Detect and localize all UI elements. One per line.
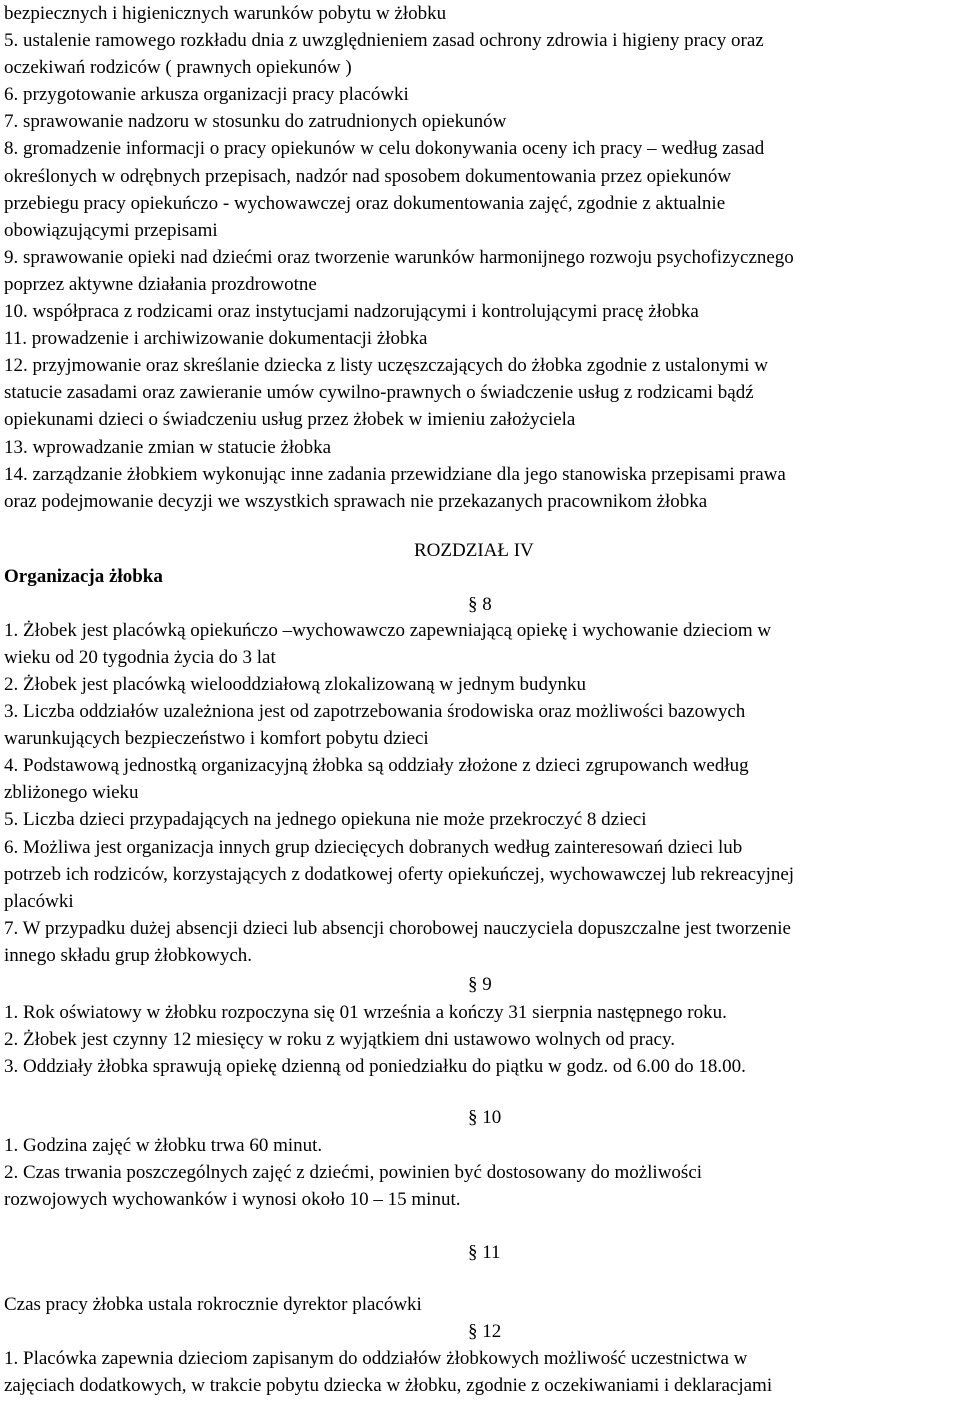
text-line: 2. Żłobek jest placówką wielooddziałową zlokalizowaną w jednym budynku bbox=[4, 673, 586, 695]
section-11 bbox=[4, 1291, 960, 1318]
text-line: zajęciach dodatkowych, w trakcie pobytu dziecka w żłobku, zgodnie z oczekiwaniami i deklaracjami bbox=[4, 1374, 773, 1396]
text-line: 12. przyjmowanie oraz skreślanie dziecka z listy uczęszczających do żłobka zgodnie z ustalonymi w bbox=[4, 355, 768, 377]
text-line: statucie zasadami oraz zawieranie umów cywilno-prawnych o świadczenie usług z rodzicami bądź bbox=[4, 382, 754, 404]
text-line: określonych w odrębnych przepisach, nadzór nad sposobem dokumentowania przez opiekunów bbox=[4, 165, 732, 187]
text-line: opiekunami dzieci o świadczeniu usług przez żłobek w imieniu założyciela bbox=[4, 409, 576, 431]
text-line: 4. Podstawową jednostką organizacyjną żłobka są oddziały złożone z dzieci zgrupowanch według bbox=[4, 755, 749, 777]
text-line: poprzez aktywne działania prozdrowotne bbox=[4, 273, 317, 295]
section-8 bbox=[4, 617, 960, 969]
text-line: 11. prowadzenie i archiwizowanie dokumentacji żłobka bbox=[4, 328, 428, 350]
section-mark: § 11 bbox=[468, 1241, 501, 1263]
text-line: Czas pracy żłobka ustala rokrocznie dyrektor placówki bbox=[4, 1293, 422, 1315]
section-12-mark-row bbox=[4, 1318, 960, 1345]
duties-list bbox=[4, 0, 960, 515]
text-line: zbliżonego wieku bbox=[4, 782, 139, 804]
chapter-title: Organizacja żłobka bbox=[4, 565, 163, 587]
section-mark: § 10 bbox=[468, 1107, 502, 1129]
text-line: 7. sprawowanie nadzoru w stosunku do zatrudnionych opiekunów bbox=[4, 111, 507, 133]
section-11-mark-row bbox=[4, 1239, 960, 1267]
text-line: 3. Oddziały żłobka sprawują opiekę dzienną od poniedziałku do piątku w godz. od 6.00 do 18.00. bbox=[4, 1056, 746, 1078]
text-line: placówki bbox=[4, 890, 74, 912]
text-line: obowiązującymi przepisami bbox=[4, 219, 218, 241]
text-line: 13. wprowadzanie zmian w statucie żłobka bbox=[4, 436, 332, 458]
text-line: rozwojowych wychowanków i wynosi około 10 – 15 minut. bbox=[4, 1189, 461, 1211]
text-line: 5. Liczba dzieci przypadających na jednego opiekuna nie może przekroczyć 8 dzieci bbox=[4, 809, 647, 831]
text-line: bezpiecznych i higienicznych warunków pobytu w żłobku bbox=[4, 3, 447, 24]
section-mark: § 9 bbox=[468, 974, 492, 995]
section-9 bbox=[4, 999, 960, 1080]
chapter-heading: ROZDZIAŁ IV bbox=[414, 539, 534, 561]
text-line: 1. Żłobek jest placówką opiekuńczo –wychowawczo zapewniającą opiekę i wychowanie dzieciom w bbox=[4, 619, 772, 641]
text-line: 9. sprawowanie opieki nad dziećmi oraz tworzenie warunków harmonijnego rozwoju psychofizycznego bbox=[4, 246, 794, 268]
text-line: 14. zarządzanie żłobkiem wykonując inne zadania przewidziane dla jego stanowiska przepisami prawa bbox=[4, 463, 786, 485]
text-line: warunkujących bezpieczeństwo i komfort pobytu dzieci bbox=[4, 728, 429, 750]
text-line: potrzeb ich rodziców, korzystających z dodatkowej oferty opiekuńczej, wychowawczej lub rekreacyjnej bbox=[4, 863, 795, 885]
text-line: 2. Żłobek jest czynny 12 miesięcy w roku z wyjątkiem dni ustawowo wolnych od pracy. bbox=[4, 1029, 676, 1051]
text-line: 7. W przypadku dużej absencji dzieci lub absencji chorobowej nauczyciela dopuszczalne jest tworzenie bbox=[4, 917, 791, 939]
text-line: 6. przygotowanie arkusza organizacji pracy placówki bbox=[4, 84, 409, 106]
text-line: 5. ustalenie ramowego rozkładu dnia z uwzględnieniem zasad ochrony zdrowia i higieny pracy oraz bbox=[4, 30, 764, 52]
text-line: 1. Rok oświatowy w żłobku rozpoczyna się 01 września a kończy 31 sierpnia następnego roku. bbox=[4, 1002, 727, 1023]
text-line: przebiegu pracy opiekuńczo - wychowawczej oraz dokumentowania zajęć, zgodnie z aktualnie bbox=[4, 192, 726, 214]
text-line: innego składu grup żłobkowych. bbox=[4, 944, 253, 966]
text-line: 2. Czas trwania poszczególnych zajęć z dziećmi, powinien być dostosowany do możliwości bbox=[4, 1162, 703, 1184]
text-line: 1. Godzina zajęć w żłobku trwa 60 minut. bbox=[4, 1135, 323, 1157]
text-line: oraz podejmowanie decyzji we wszystkich sprawach nie przekazanych pracownikom żłobka bbox=[4, 490, 708, 512]
section-10 bbox=[4, 1132, 960, 1213]
text-line: 10. współpraca z rodzicami oraz instytucjami nadzorującymi i kontrolującymi pracę żłobka bbox=[4, 301, 699, 323]
text-line: 6. Możliwa jest organizacja innych grup dziecięcych dobranych według zainteresowań dzieci lub bbox=[4, 836, 743, 858]
text-line: 3. Liczba oddziałów uzależniona jest od zapotrzebowania środowiska oraz możliwości bazowych bbox=[4, 701, 746, 723]
text-line: 8. gromadzenie informacji o pracy opiekunów w celu dokonywania oceny ich pracy – według zasad bbox=[4, 138, 765, 160]
text-line: 1. Placówka zapewnia dzieciom zapisanym do oddziałów żłobkowych możliwość uczestnictwa w bbox=[4, 1347, 748, 1369]
section-12 bbox=[4, 1345, 960, 1399]
section-mark: § 12 bbox=[468, 1320, 502, 1342]
section-mark: § 8 bbox=[468, 593, 492, 615]
section-9-mark-row bbox=[4, 971, 960, 999]
section-10-mark-row bbox=[4, 1104, 960, 1132]
chapter-header bbox=[4, 536, 960, 616]
text-line: wieku od 20 tygodnia życia do 3 lat bbox=[4, 646, 276, 668]
text-line: oczekiwań rodziców ( prawnych opiekunów ) bbox=[4, 57, 352, 79]
